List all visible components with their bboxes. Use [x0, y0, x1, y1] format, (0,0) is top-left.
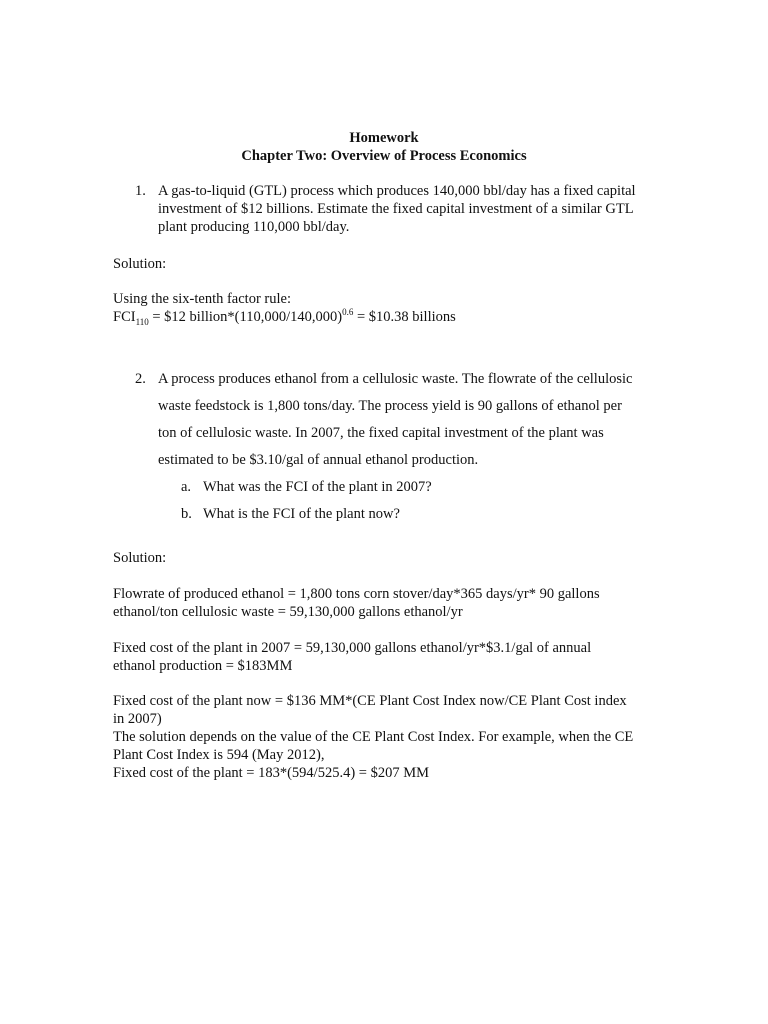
- question-2-text: [158, 366, 655, 474]
- question-1-number: 1.: [135, 183, 146, 199]
- text-line: in 2007): [113, 711, 162, 727]
- question-2a: [181, 478, 432, 496]
- fci-symbol: FCI: [113, 309, 136, 325]
- solution-2-label: Solution:: [113, 550, 167, 566]
- text-line: investment of $12 billions. Estimate the fixed capital investment of a similar GTL: [158, 201, 634, 217]
- text-line: Fixed cost of the plant = 183*(594/525.4) = $207 MM: [113, 765, 429, 781]
- question-2-number: 2.: [135, 371, 146, 387]
- question-2a-text: What was the FCI of the plant in 2007?: [203, 479, 432, 495]
- solution-2-fixed-cost-2007: [113, 639, 655, 675]
- text-line: Fixed cost of the plant now = $136 MM*(CE Plant Cost Index now/CE Plant Cost index: [113, 693, 627, 709]
- solution-2-flowrate: [113, 585, 655, 621]
- solution-1-rule: Using the six-tenth factor rule:: [113, 291, 291, 307]
- text-line: The solution depends on the value of the CE Plant Cost Index. For example, when the CE: [113, 729, 634, 745]
- text-line: Fixed cost of the plant in 2007 = 59,130,000 gallons ethanol/yr*$3.1/gal of annual: [113, 640, 592, 656]
- question-2a-letter: a.: [181, 479, 192, 495]
- text-line: waste feedstock is 1,800 tons/day. The process yield is 90 gallons of ethanol per: [158, 398, 622, 414]
- text-line: A process produces ethanol from a cellulosic waste. The flowrate of the cellulosic: [158, 371, 633, 387]
- question-2b-text: What is the FCI of the plant now?: [203, 506, 400, 522]
- equation-exponent: 0.6: [342, 307, 354, 318]
- equation-result: = $10.38 billions: [353, 309, 456, 325]
- text-line: Flowrate of produced ethanol = 1,800 tons corn stover/day*365 days/yr* 90 gallons: [113, 586, 600, 602]
- page-subtitle: Chapter Two: Overview of Process Economics: [241, 148, 527, 164]
- solution-2-fixed-cost-now: [113, 692, 655, 782]
- solution-1-equation: [113, 308, 655, 326]
- question-2b: [181, 505, 400, 523]
- text-line: plant producing 110,000 bbl/day.: [158, 219, 350, 235]
- fci-subscript: 110: [135, 316, 149, 327]
- equation-middle: = $12 billion*(110,000/140,000): [148, 309, 343, 325]
- text-line: ethanol/ton cellulosic waste = 59,130,000 gallons ethanol/yr: [113, 604, 463, 620]
- text-line: ethanol production = $183MM: [113, 658, 293, 674]
- question-1-text: [158, 182, 655, 236]
- text-line: A gas-to-liquid (GTL) process which produces 140,000 bbl/day has a fixed capital: [158, 183, 636, 199]
- page-title: Homework: [349, 130, 419, 146]
- text-line: estimated to be $3.10/gal of annual ethanol production.: [158, 452, 479, 468]
- text-line: ton of cellulosic waste. In 2007, the fixed capital investment of the plant was: [158, 425, 604, 441]
- question-2b-letter: b.: [181, 506, 192, 522]
- question-2: [113, 366, 655, 474]
- text-line: Plant Cost Index is 594 (May 2012),: [113, 747, 325, 763]
- question-1: [113, 182, 655, 236]
- solution-1-label: Solution:: [113, 256, 167, 272]
